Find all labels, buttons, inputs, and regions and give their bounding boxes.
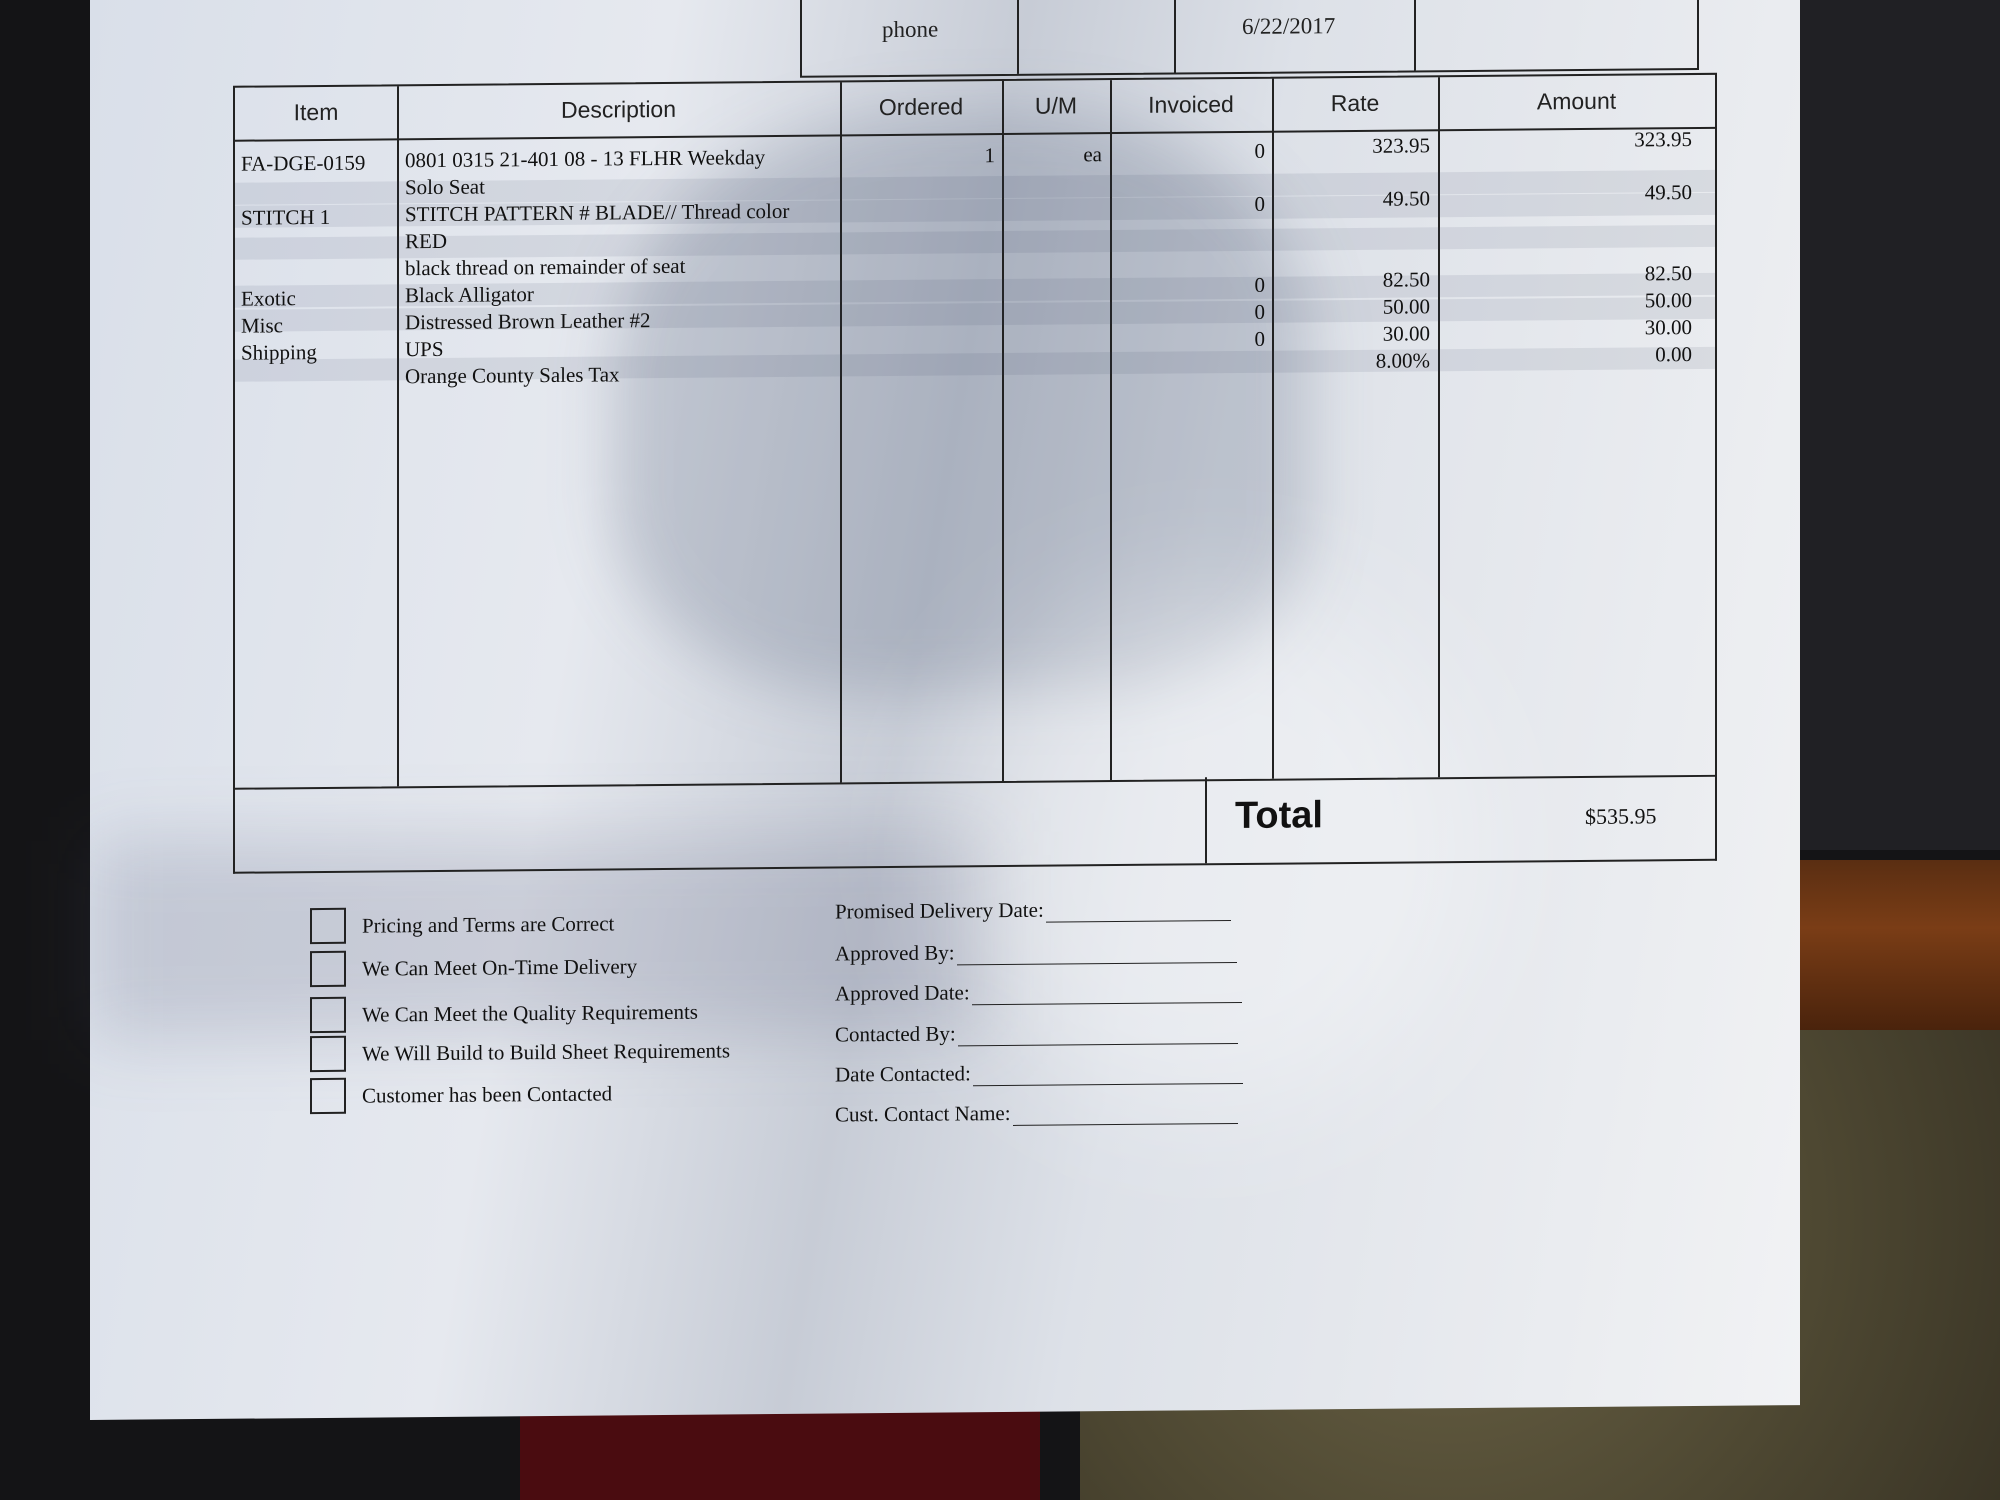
checklist-label: We Can Meet On-Time Delivery	[362, 954, 638, 981]
table-cell-ordered: 1	[984, 143, 995, 168]
table-cell-item: Misc	[241, 313, 283, 338]
table-cell-description: Distressed Brown Leather #2	[405, 308, 651, 335]
field-cust-contact-name[interactable]	[835, 1099, 1275, 1133]
table-cell-description: STITCH PATTERN # BLADE// Thread color	[405, 198, 790, 227]
column-header-item: Item	[293, 98, 339, 126]
field-label: Approved Date:	[835, 980, 970, 1006]
checklist-item	[310, 992, 870, 1033]
header-cell-date: 6/22/2017	[1242, 13, 1336, 39]
checklist-item	[310, 903, 870, 944]
field-label: Promised Delivery Date:	[835, 897, 1044, 924]
field-label: Approved By:	[835, 940, 955, 966]
field-date-contacted[interactable]	[835, 1059, 1275, 1093]
table-cell-item: Shipping	[241, 340, 317, 365]
column-header-rate: Rate	[1330, 89, 1380, 117]
checklist-item	[310, 946, 870, 987]
column-header-amount: Amount	[1536, 87, 1617, 115]
field-approved-date[interactable]	[835, 978, 1275, 1012]
table-cell-description: 0801 0315 21-401 08 - 13 FLHR Weekday	[405, 145, 766, 173]
table-cell-rate: 30.00	[1382, 321, 1430, 346]
line-items-table	[233, 73, 1717, 790]
field-promised-delivery-date[interactable]	[835, 896, 1275, 930]
table-cell-invoiced: 0	[1254, 191, 1265, 216]
table-cell-amount: 30.00	[1644, 315, 1692, 340]
table-cell-description: black thread on remainder of seat	[405, 253, 686, 281]
total-label: Total	[1235, 794, 1323, 838]
table-cell-description: Orange County Sales Tax	[405, 362, 620, 389]
table-cell-item: STITCH 1	[241, 204, 331, 230]
table-cell-um: ea	[1083, 142, 1102, 167]
table-cell-rate: 50.00	[1382, 294, 1430, 319]
checkbox[interactable]	[310, 951, 346, 987]
column-header-description: Description	[560, 95, 677, 123]
field-contacted-by[interactable]	[835, 1019, 1275, 1053]
checkbox[interactable]	[310, 1078, 346, 1114]
table-cell-description: Solo Seat	[405, 174, 485, 200]
checkbox[interactable]	[310, 908, 346, 944]
checkbox[interactable]	[310, 1036, 346, 1072]
table-cell-rate: 49.50	[1382, 186, 1430, 211]
table-cell-description: Black Alligator	[405, 282, 534, 308]
table-cell-item: Exotic	[241, 286, 296, 311]
checklist-label: We Will Build to Build Sheet Requirements	[362, 1038, 731, 1066]
table-cell-amount: 50.00	[1644, 288, 1692, 313]
checklist-label: Pricing and Terms are Correct	[362, 911, 615, 938]
checkbox[interactable]	[310, 997, 346, 1033]
column-header-ordered: Ordered	[878, 93, 964, 121]
header-table	[800, 0, 1699, 78]
field-label: Cust. Contact Name:	[835, 1100, 1011, 1127]
checklist-item	[310, 1031, 870, 1072]
table-cell-invoiced: 0	[1254, 299, 1265, 324]
table-cell-amount: 49.50	[1644, 180, 1692, 205]
table-cell-rate: 323.95	[1372, 133, 1430, 158]
checklist-label: We Can Meet the Quality Requirements	[362, 999, 698, 1027]
field-approved-by[interactable]	[835, 938, 1275, 972]
table-cell-invoiced: 0	[1254, 138, 1265, 163]
table-cell-description: UPS	[405, 336, 444, 362]
total-value: $535.95	[1585, 803, 1657, 829]
checklist-label: Customer has been Contacted	[362, 1081, 613, 1108]
table-cell-rate: 8.00%	[1375, 348, 1430, 373]
field-label: Date Contacted:	[835, 1061, 971, 1087]
table-cell-item: FA-DGE-0159	[241, 150, 366, 176]
column-header-um: U/M	[1034, 92, 1078, 119]
table-cell-description: RED	[405, 228, 447, 254]
field-label: Contacted By:	[835, 1021, 956, 1047]
table-cell-invoiced: 0	[1254, 326, 1265, 351]
table-cell-invoiced: 0	[1254, 272, 1265, 297]
invoice-paper	[90, 0, 1800, 1420]
total-row	[233, 773, 1717, 874]
table-cell-amount: 82.50	[1644, 261, 1692, 286]
table-cell-amount: 323.95	[1634, 127, 1692, 152]
column-header-invoiced: Invoiced	[1148, 91, 1234, 118]
table-cell-rate: 82.50	[1382, 267, 1430, 292]
header-cell-method: phone	[882, 16, 939, 43]
checklist-item	[310, 1073, 870, 1114]
table-cell-amount: 0.00	[1655, 342, 1692, 367]
